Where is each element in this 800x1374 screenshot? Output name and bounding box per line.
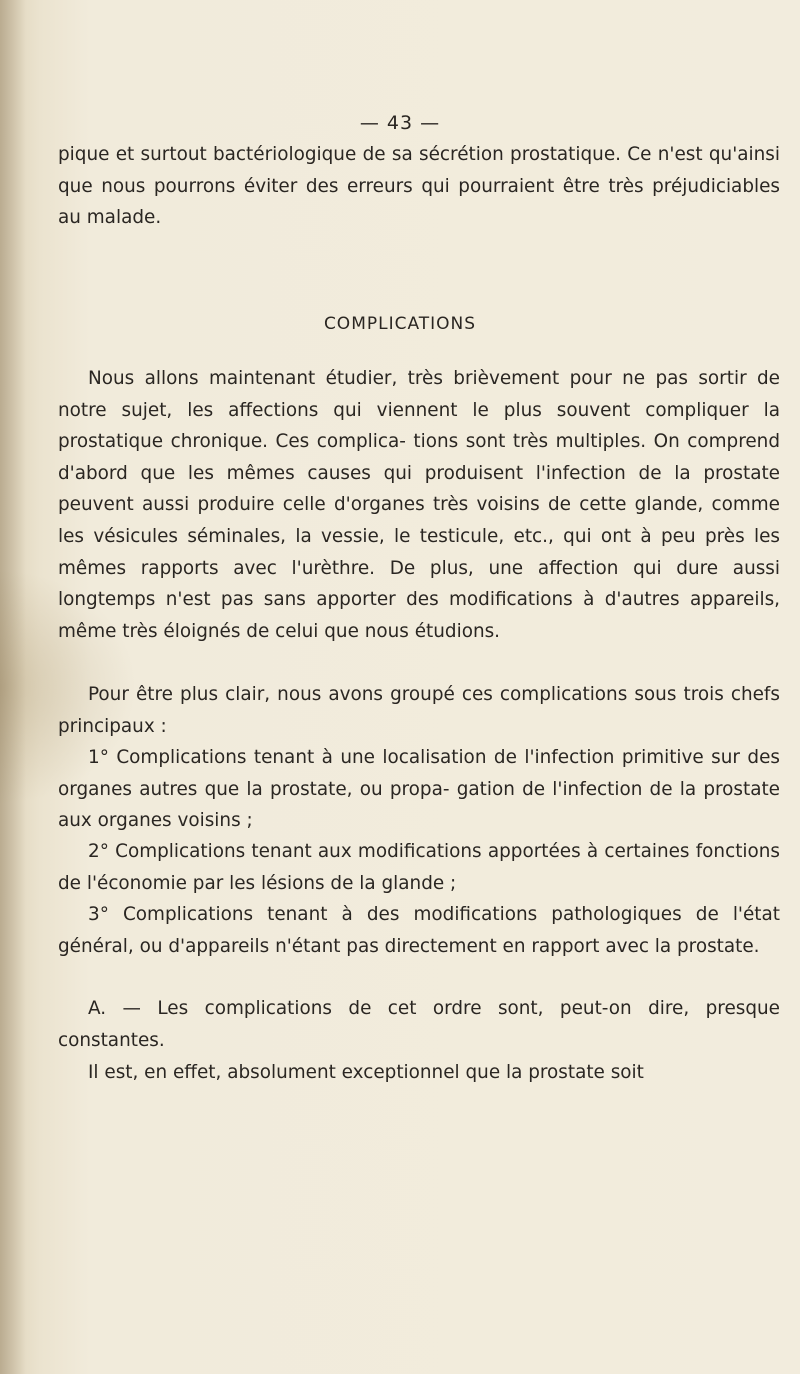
section-heading: COMPLICATIONS	[323, 314, 477, 334]
list-item-1: 1° Complications tenant à une localisation de l'infection primitive sur des organes autres que la prostate, ou propa- gation de l'infection de la prostate aux organes voisins ;	[58, 747, 780, 832]
body-paragraph: A. — Les complications de cet ordre sont, peut-on dire, presque constantes.	[58, 998, 780, 1051]
body-paragraph: Il est, en effet, absolument exceptionnel que la prostate soit	[88, 1062, 644, 1083]
binding-shadow	[0, 0, 26, 1374]
page-number: — 43 —	[359, 112, 441, 134]
body-paragraph: Pour être plus clair, nous avons groupé ces complications sous trois chefs principaux :	[58, 684, 780, 737]
intro-paragraph: pique et surtout bactériologique de sa sécrétion prostatique. Ce n'est qu'ainsi que nous pourrons éviter des erreurs qui pourraient être très préjudiciables au malade.	[58, 144, 780, 229]
body-paragraph: Nous allons maintenant étudier, très brièvement pour ne pas sortir de notre sujet, les affections qui viennent le plus souvent compliquer la prostatique chronique. Ces complica- tions sont très multiples. On comprend d'abord que les mêmes causes qui produisent l'infection de la prostate peuvent aussi produire celle d'organes très voisins de cette glande, comme les vésicules séminales, la vessie, le testicule, etc., qui ont à peu près les mêmes rapports avec l'urèthre. De plus, une affection qui dure aussi longtemps n'est pas sans apporter des modifications à d'autres appareils, même très éloignés de celui que nous étudions.	[58, 368, 780, 642]
list-item-3: 3° Complications tenant à des modifications pathologiques de l'état général, ou d'appareils n'étant pas directement en rapport avec la prostate.	[58, 904, 780, 957]
list-item-2: 2° Complications tenant aux modifications apportées à certaines fonctions de l'économie par les lésions de la glande ;	[58, 841, 780, 894]
